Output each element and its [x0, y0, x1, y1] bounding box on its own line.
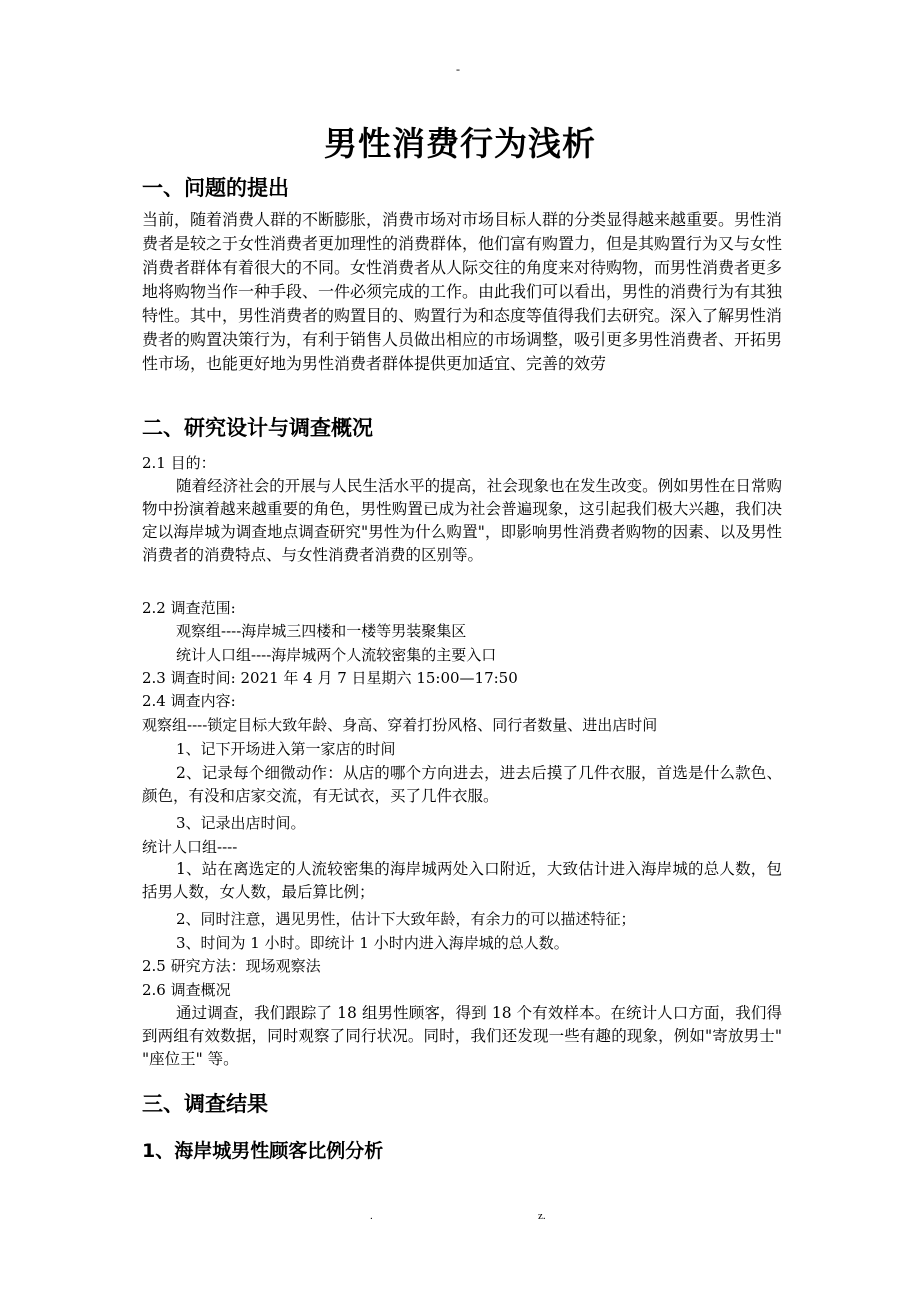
- subsection-2-2: 2.2 调查范围:: [142, 599, 236, 617]
- subsection-2-4: 2.4 调查内容:: [142, 692, 236, 710]
- subsection-2-1-text: 随着经济社会的开展与人民生活水平的提高，社会现象也在发生改变。例如男性在日常购物中扮演着越来越重要的角色，男性购置已成为社会普遍现象，这引起我们极大兴趣，我们决定以海岸城为调查地点调查研究"男性为什么购置"，即影响男性消费者购物的因素、以及男性消费者的消费特点、与女性消费者消费的区别等。: [142, 477, 782, 564]
- footer-left-mark: .: [370, 1210, 373, 1222]
- section-heading-1: 一、问题的提出: [142, 176, 289, 200]
- section-1-paragraph: 当前，随着消费人群的不断膨胀，消费市场对市场目标人群的分类显得越来越重要。男性消费者是较之于女性消费者更加理性的消费群体，他们富有购置力，但是其购置行为又与女性消费者群体有着很大的不同。女性消费者从人际交往的角度来对待购物，而男性消费者更多地将购物当作一种手段、一件必须完成的工作。由此我们可以看出，男性的消费行为有其独特性。其中，男性消费者的购置目的、购置行为和态度等值得我们去研究。深入了解男性消费者的购置决策行为，有利于销售人员做出相应的市场调整，吸引更多男性消费者、开拓男性市场，也能更好地为男性消费者群体提供更加适宜、完善的效劳: [142, 210, 783, 373]
- subsection-2-1: 2.1 目的：: [142, 454, 216, 472]
- footer-right-mark: z.: [538, 1210, 546, 1222]
- scope-observation: 观察组----海岸城三四楼和一楼等男装聚集区: [176, 622, 467, 640]
- page-title: 男性消费行为浅析: [324, 124, 596, 163]
- section-heading-3: 三、调查结果: [142, 1092, 268, 1116]
- content-observation-2: 2、记录每个细微动作：从店的哪个方向进去，进去后摸了几件衣服，首选是什么款色、颜色，有没和店家交流，有无试衣，买了几件衣服。: [142, 764, 782, 805]
- header-mark: -: [456, 62, 460, 76]
- content-observation-1: 1、记下开场进入第一家店的时间: [176, 740, 396, 758]
- subsection-2-6: 2.6 调查概况: [142, 981, 231, 999]
- subsection-2-5: 2.5 研究方法：现场观察法: [142, 957, 321, 975]
- subsection-2-6-text: 通过调查，我们跟踪了 18 组男性顾客，得到 18 个有效样本。在统计人口方面，我们得到两组有效数据，同时观察了同行状况。同时，我们还发现一些有趣的现象，例如"寄放男士" "座位王" 等。: [142, 1004, 782, 1068]
- scope-statistics: 统计人口组----海岸城两个人流较密集的主要入口: [176, 646, 497, 664]
- content-statistics-3: 3、时间为 1 小时。即统计 1 小时内进入海岸城的总人数。: [176, 934, 569, 952]
- content-statistics-1: 1、站在离选定的人流较密集的海岸城两处入口附近，大致估计进入海岸城的总人数，包括男人数，女人数，最后算比例；: [142, 860, 782, 901]
- content-statistics: 统计人口组----: [142, 838, 238, 856]
- section-3-1-heading: 1、海岸城男性顾客比例分析: [142, 1140, 384, 1162]
- content-statistics-2: 2、同时注意，遇见男性，估计下大致年龄，有余力的可以描述特征；: [176, 910, 636, 928]
- subsection-2-3: 2.3 调查时间: 2021 年 4 月 7 日星期六 15:00—17:50: [142, 669, 518, 687]
- section-heading-2: 二、研究设计与调查概况: [142, 416, 373, 440]
- content-observation: 观察组----锁定目标大致年龄、身高、穿着打扮风格、同行者数量、进出店时间: [142, 716, 658, 734]
- content-observation-3: 3、记录出店时间。: [176, 814, 306, 832]
